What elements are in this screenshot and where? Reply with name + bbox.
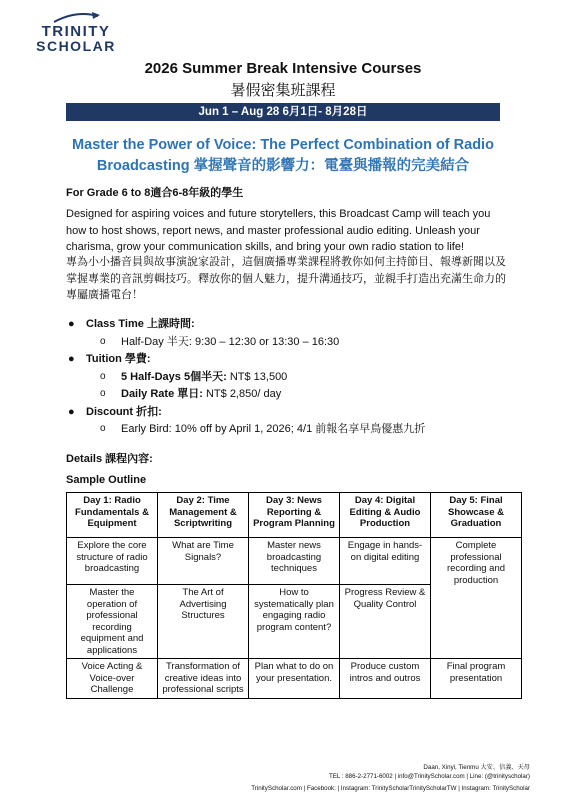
course-subtitle-line2: Broadcasting 掌握聲音的影響力：電臺與播報的完美結合	[96, 158, 470, 174]
class-time-value: Half-Day 半天: 9:30 – 12:30 or 13:30 – 16:30	[121, 335, 340, 348]
sub-bullet-icon: o	[100, 423, 106, 434]
sample-outline-table	[66, 492, 522, 699]
sample-outline-heading: Sample Outline	[66, 474, 147, 486]
table-row	[67, 538, 522, 585]
table-cell: How to systematically plan engaging radio program content?	[249, 585, 340, 659]
table-cell: Transformation of creative ideas into professional scripts	[158, 659, 249, 699]
table-header-row	[67, 493, 522, 538]
tuition-item	[66, 351, 506, 368]
sub-bullet-icon: o	[100, 335, 106, 347]
table-row	[67, 659, 522, 699]
date-banner: Jun 1 – Aug 28 6月1日- 8月28日	[66, 103, 500, 121]
trinity-scholar-logo	[36, 10, 116, 53]
course-subtitle-line1: Master the Power of Voice: The Perfect Combination of Radio	[72, 137, 494, 153]
page-title-chinese: 暑假密集班課程	[230, 81, 336, 99]
grade-level: For Grade 6 to 8適合6-8年級的學生	[66, 187, 244, 199]
table-cell: The Art of Advertising Structures	[158, 585, 249, 659]
table-header-cell: Day 2: Time Management & Scriptwriting	[158, 493, 249, 538]
table-cell: Plan what to do on your presentation.	[249, 659, 340, 699]
class-time-label: Class Time 上課時間:	[86, 318, 195, 330]
footer-address: Daan, Xinyi, Tienmu 大安、信義、天母	[423, 764, 530, 771]
tuition-daily-value: NT$ 2,850/ day	[202, 388, 282, 400]
discount-value: Early Bird: 10% off by April 1, 2026; 4/1 前報名享早鳥優惠九折	[121, 423, 426, 435]
course-subtitle	[66, 135, 500, 177]
table-cell: Master news broadcasting techniques	[249, 538, 340, 585]
table-cell: Engage in hands-on digital editing	[340, 538, 431, 585]
table-cell: Final program presentation	[431, 659, 522, 699]
logo-swoosh-icon	[46, 10, 106, 24]
table-header-cell: Day 5: Final Showcase & Graduation	[431, 493, 522, 538]
tuition-label: Tuition 學費:	[86, 353, 151, 365]
footer-social: TrinityScholar.com | Facebook: | Instagram: TrinityScholarTrinityScholarTW | Instagram: TrinityScholar	[251, 785, 530, 792]
sub-bullet-icon: o	[100, 388, 106, 399]
table-cell: Produce custom intros and outros	[340, 659, 431, 699]
sub-bullet-icon: o	[100, 370, 106, 382]
table-cell: Voice Acting & Voice-over Challenge	[67, 659, 158, 699]
class-time-subitem	[66, 334, 506, 351]
logo-text-line1: TRINITY	[41, 23, 111, 40]
tuition-halfdays-subitem	[66, 369, 506, 386]
table-cell: What are Time Signals?	[158, 538, 249, 585]
tuition-daily-subitem	[66, 386, 506, 403]
discount-item	[66, 404, 506, 421]
details-heading: Details 課程內容:	[66, 453, 153, 465]
table-header-cell: Day 4: Digital Editing & Audio Production	[340, 493, 431, 538]
discount-label: Discount 折扣:	[86, 405, 162, 418]
logo-text-line2: SCHOLAR	[36, 38, 116, 54]
table-cell: Explore the core structure of radio broadcasting	[67, 538, 158, 585]
tuition-halfdays-value: NT$ 13,500	[226, 370, 288, 383]
bullet-icon: ●	[68, 353, 75, 365]
footer-contact: TEL : 886-2-2771-6002 | info@TrinityScholar.com | Line: (@trinityscholar)	[328, 773, 530, 780]
table-header-cell: Day 3: News Reporting & Program Planning	[249, 493, 340, 538]
page-title: 2026 Summer Break Intensive Courses	[144, 60, 422, 77]
tuition-daily-label: Daily Rate 單日:	[121, 388, 203, 400]
table-cell: Progress Review & Quality Control	[340, 585, 431, 659]
discount-subitem	[66, 421, 506, 438]
class-time-item	[66, 316, 506, 333]
table-cell: Complete professional recording and production	[431, 538, 522, 659]
bullet-icon: ●	[68, 405, 75, 418]
course-description-zh: 專為小小播音員與故事演說家設計，這個廣播專業課程將教你如何主持節目、報導新聞以及掌握專業的音訊剪輯技巧。釋放你的個人魅力，提升溝通技巧，並親手打造出充滿生命力的專屬廣播電台！	[66, 256, 506, 301]
tuition-halfdays-label: 5 Half-Days 5個半天:	[121, 370, 227, 383]
course-description-en: Designed for aspiring voices and future storytellers, this Broadcast Camp will teach you how to host shows, report news, and master professional audio editing. Unleash your charisma, grow your communication skills, and bring your own radio station to life!	[66, 208, 491, 253]
table-cell: Master the operation of professional recording equipment and applications	[67, 585, 158, 659]
table-header-cell: Day 1: Radio Fundamentals & Equipment	[67, 493, 158, 538]
course-info-list	[66, 316, 506, 439]
bullet-icon: ●	[68, 318, 75, 330]
